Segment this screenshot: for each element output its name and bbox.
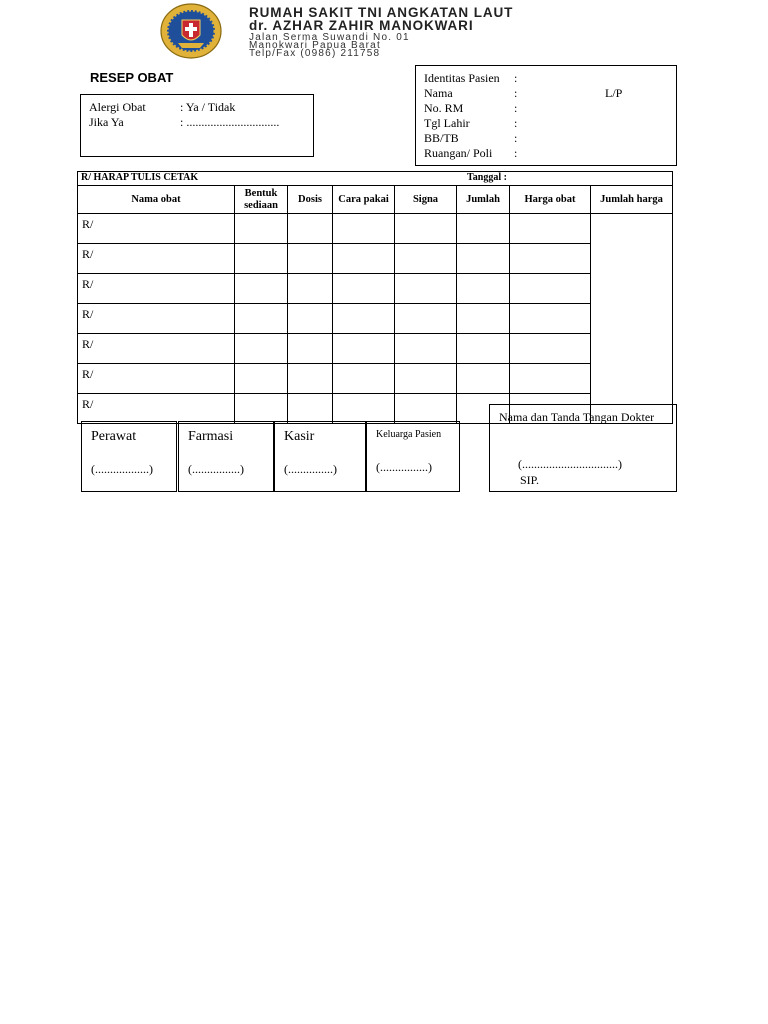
colon: : [514,146,518,160]
sip-label: SIP. [520,473,540,487]
price-cell[interactable] [510,274,591,304]
price-cell[interactable] [510,244,591,274]
quantity-cell[interactable] [457,334,510,364]
signa-cell[interactable] [395,364,457,394]
column-header: Bentuk sediaan [235,186,288,214]
signa-cell[interactable] [395,394,457,424]
column-header: Signa [395,186,457,214]
drug-name-cell[interactable]: R/ [78,334,235,364]
quantity-cell[interactable] [457,244,510,274]
cashier-label: Kasir [284,429,315,444]
colon: : [514,116,518,130]
allergy-label: Alergi Obat [89,100,146,114]
address-line-2: Manokwari Papua Barat [249,40,381,51]
phone-line: Telp/Fax (0986) 211758 [249,48,381,59]
prescription-table [77,171,673,424]
patient-field-room-label: Ruangan/ Poli [424,146,493,160]
total-price-cell[interactable] [591,214,673,424]
drug-name-cell[interactable]: R/ [78,244,235,274]
pharmacy-signature-box[interactable] [178,421,274,492]
quantity-cell[interactable] [457,274,510,304]
quantity-cell[interactable] [457,214,510,244]
print-instruction: R/ HARAP TULIS CETAK [81,172,199,183]
patient-field-dob-label: Tgl Lahir [424,116,470,130]
doctor-signature-line[interactable]: (................................) [518,457,622,471]
hospital-name: RUMAH SAKIT TNI ANGKATAN LAUT [249,5,514,20]
table-row [78,364,673,394]
column-header: Nama obat [78,186,235,214]
table-row [78,334,673,364]
patient-heading: Identitas Pasien [424,71,500,85]
dose-cell[interactable] [288,244,333,274]
signa-cell[interactable] [395,244,457,274]
colon: : [514,71,518,85]
dose-cell[interactable] [288,274,333,304]
patient-field-name-label: Nama [424,86,453,100]
family-signature-box[interactable] [366,421,460,492]
family-label: Keluarga Pasien [376,429,442,440]
table-header-row [78,186,673,214]
price-cell[interactable] [510,304,591,334]
price-cell[interactable] [510,334,591,364]
drug-name-cell[interactable]: R/ [78,394,235,424]
colon: : [514,86,518,100]
navy-hospital-logo [160,3,222,59]
nurse-signature-box[interactable] [81,421,177,492]
column-header: Jumlah [457,186,510,214]
signa-cell[interactable] [395,334,457,364]
table-row [78,214,673,244]
table-instruction-row [78,172,673,186]
usage-cell[interactable] [333,334,395,364]
drug-name-cell[interactable]: R/ [78,274,235,304]
drug-name-cell[interactable]: R/ [78,214,235,244]
table-row [78,304,673,334]
doctor-hospital-name: dr. AZHAR ZAHIR MANOKWARI [249,18,474,33]
allergy-value[interactable]: : Ya / Tidak [180,100,236,114]
price-cell[interactable] [510,364,591,394]
usage-cell[interactable] [333,394,395,424]
family-signature-line[interactable]: (................) [376,460,432,474]
usage-cell[interactable] [333,304,395,334]
usage-cell[interactable] [333,274,395,304]
column-header: Cara pakai [333,186,395,214]
pharmacy-label: Farmasi [188,429,234,444]
table-row [78,244,673,274]
dose-cell[interactable] [288,334,333,364]
gender-field[interactable]: L/P [605,86,623,100]
drug-name-cell[interactable]: R/ [78,364,235,394]
form-title: RESEP OBAT [90,70,174,85]
colon: : [514,101,518,115]
form-cell[interactable] [235,214,288,244]
patient-field-bbtb-label: BB/TB [424,131,459,145]
date-label: Tanggal : [467,172,507,183]
if-yes-label: Jika Ya [89,115,124,129]
column-header: Harga obat [510,186,591,214]
doctor-signature-box[interactable] [489,404,677,492]
form-cell[interactable] [235,364,288,394]
address-line-1: Jalan Serma Suwandi No. 01 [249,32,410,43]
column-header: Dosis [288,186,333,214]
form-cell[interactable] [235,304,288,334]
if-yes-field[interactable]: : ............................... [180,115,280,129]
nurse-signature-line[interactable]: (..................) [91,462,153,476]
signa-cell[interactable] [395,214,457,244]
signa-cell[interactable] [395,274,457,304]
patient-identity-box [415,65,677,166]
pharmacy-signature-line[interactable]: (................) [188,462,244,476]
drug-name-cell[interactable]: R/ [78,304,235,334]
form-cell[interactable] [235,274,288,304]
doctor-signature-label: Nama dan Tanda Tangan Dokter [499,410,655,424]
dose-cell[interactable] [288,394,333,424]
form-cell[interactable] [235,334,288,364]
price-cell[interactable] [510,214,591,244]
form-cell[interactable] [235,394,288,424]
quantity-cell[interactable] [457,364,510,394]
cashier-signature-box[interactable] [274,421,366,492]
usage-cell[interactable] [333,364,395,394]
allergy-box [80,94,314,157]
signa-cell[interactable] [395,304,457,334]
column-header: Jumlah harga [591,186,673,214]
dose-cell[interactable] [288,214,333,244]
quantity-cell[interactable] [457,304,510,334]
dose-cell[interactable] [288,304,333,334]
form-cell[interactable] [235,244,288,274]
dose-cell[interactable] [288,364,333,394]
usage-cell[interactable] [333,214,395,244]
table-row [78,274,673,304]
usage-cell[interactable] [333,244,395,274]
patient-field-rm-label: No. RM [424,101,464,115]
cashier-signature-line[interactable]: (...............) [284,462,337,476]
colon: : [514,131,518,145]
nurse-label: Perawat [91,429,137,444]
